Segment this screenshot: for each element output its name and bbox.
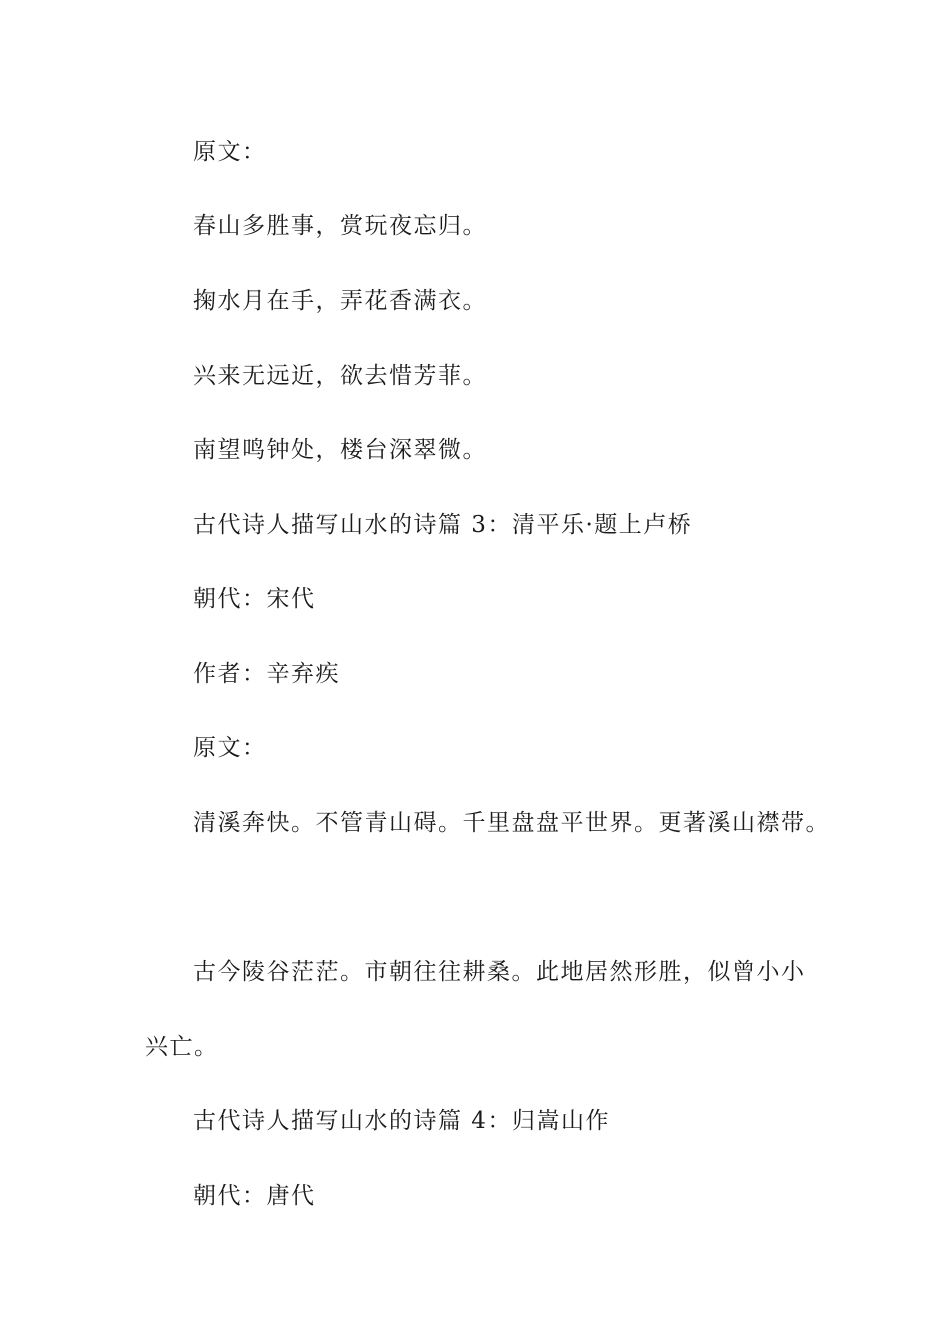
label-original-text: 原文：	[193, 735, 267, 761]
dynasty-line: 朝代：唐代	[193, 1183, 316, 1209]
author-line: 作者：辛弃疾	[193, 661, 340, 687]
poem-line: 清溪奔快。不管青山碍。千里盘盘平世界。更著溪山襟带。	[193, 810, 830, 836]
poem-line: 春山多胜事，赏玩夜忘归。	[193, 213, 487, 239]
poem-line: 古今陵谷茫茫。市朝往往耕桑。此地居然形胜，似曾小小	[193, 959, 806, 985]
poem-line: 兴来无远近，欲去惜芳菲。	[193, 363, 487, 389]
label-original-text: 原文：	[193, 139, 267, 165]
poem-line: 南望鸣钟处，楼台深翠微。	[193, 437, 487, 463]
poem-line: 掬水月在手，弄花香满衣。	[193, 288, 487, 314]
section-heading: 古代诗人描写山水的诗篇 4：归嵩山作	[193, 1108, 610, 1134]
dynasty-line: 朝代：宋代	[193, 586, 316, 612]
poem-line-continuation: 兴亡。	[145, 1034, 219, 1060]
section-heading: 古代诗人描写山水的诗篇 3：清平乐·题上卢桥	[193, 512, 693, 538]
